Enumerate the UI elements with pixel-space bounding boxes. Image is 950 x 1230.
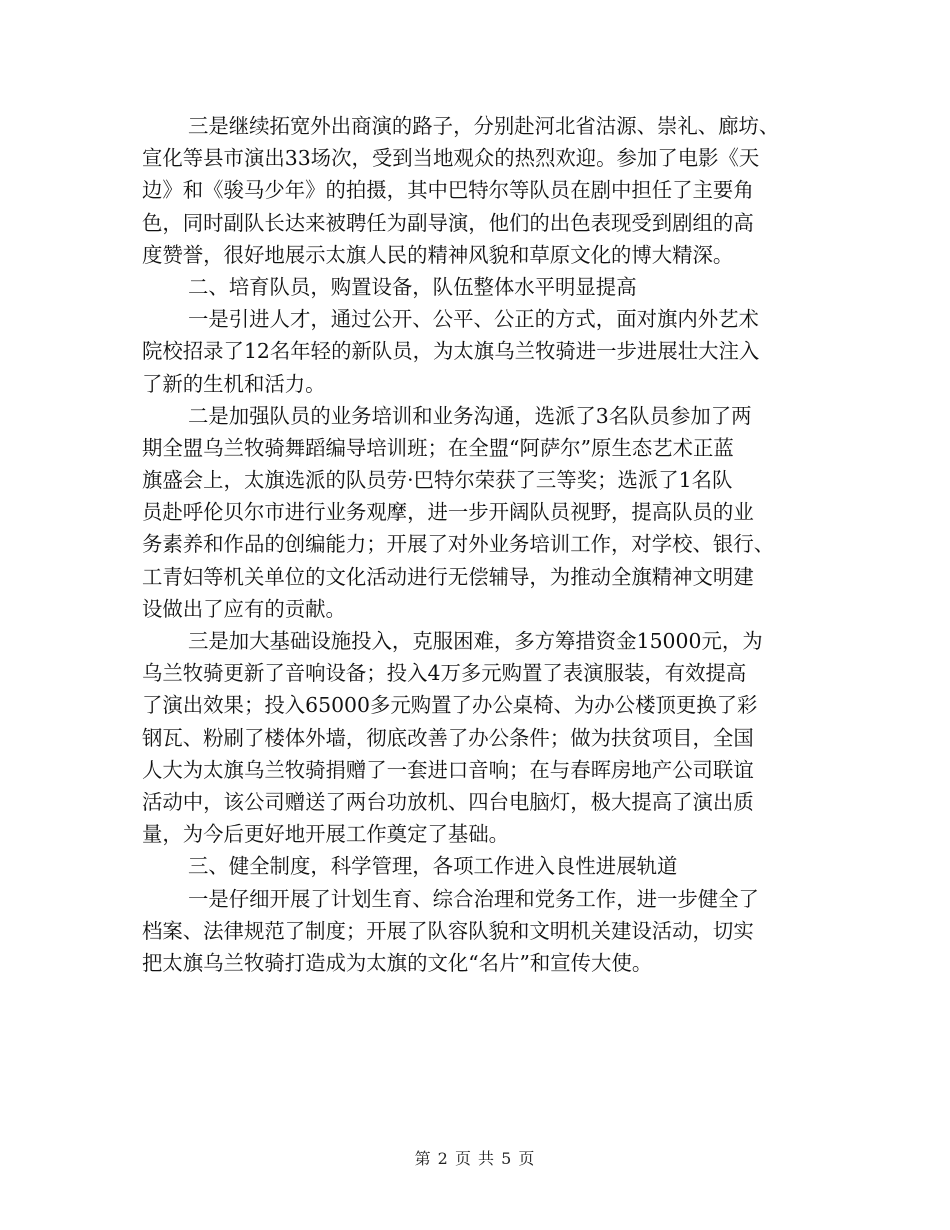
- page-number-footer: 第 2 页 共 5 页: [414, 1149, 536, 1168]
- text-line: 了演出效果；投入65000多元购置了办公桌椅、为办公楼顶更换了彩: [142, 693, 758, 718]
- text-line: 人大为太旗乌兰牧骑捐赠了一套进口音响；在与春晖房地产公司联谊: [142, 757, 754, 782]
- text-line: 三是继续拓宽外出商演的路子，分别赴河北省沽源、崇礼、廊坊、: [188, 114, 780, 138]
- text-line: 一是仔细开展了计划生育、综合治理和党务工作，进一步健全了: [188, 886, 759, 911]
- paragraph-training-exchange: [142, 400, 800, 625]
- text-line: 色，同时副队长达来被聘任为副导演，他们的出色表现受到剧组的高: [142, 210, 754, 235]
- text-line: 设做出了应有的贡献。: [142, 596, 346, 621]
- text-line: 活动中，该公司赠送了两台功放机、四台电脑灯，极大提高了演出质: [142, 789, 754, 814]
- paragraph-overseas-performances: [142, 110, 800, 271]
- text-line: 量，为今后更好地开展工作奠定了基础。: [142, 822, 510, 847]
- text-line: 一是引进人才，通过公开、公平、公正的方式，面对旗内外艺术: [188, 307, 759, 332]
- text-line: 档案、法律规范了制度；开展了队容队貌和文明机关建设活动，切实: [142, 918, 754, 943]
- text-line: 宣化等县市演出33场次，受到当地观众的热烈欢迎。参加了电影《天: [142, 146, 760, 171]
- text-line: 二是加强队员的业务培训和业务沟通，选派了3名队员参加了两: [188, 403, 752, 428]
- section-heading-text: 三、健全制度，科学管理，各项工作进入良性进展轨道: [188, 854, 678, 879]
- text-line: 把太旗乌兰牧骑打造成为太旗的文化“名片”和宣传大使。: [142, 950, 653, 975]
- text-line: 旗盛会上，太旗选派的队员劳·巴特尔荣获了三等奖；选派了1名队: [142, 468, 733, 493]
- section-heading-management: [142, 850, 800, 882]
- text-line: 乌兰牧骑更新了音响设备；投入4万多元购置了表演服装，有效提高: [142, 661, 747, 686]
- text-line: 工青妇等机关单位的文化活动进行无偿辅导，为推动全旗精神文明建: [142, 564, 754, 589]
- text-line: 院校招录了12名年轻的新队员，为太旗乌兰牧骑进一步进展壮大注入: [142, 339, 760, 364]
- text-line: 期全盟乌兰牧骑舞蹈编导培训班；在全盟“阿萨尔”原生态艺术正蓝: [142, 435, 734, 460]
- text-line: 边》和《骏马少年》的拍摄，其中巴特尔等队员在剧中担任了主要角: [142, 178, 754, 203]
- text-line: 了新的生机和活力。: [142, 371, 326, 396]
- paragraph-recruitment: [142, 303, 800, 400]
- text-line: 三是加大基础设施投入，克服困难，多方筹措资金15000元，为: [188, 629, 763, 653]
- section-heading-training: [142, 271, 800, 303]
- text-line: 员赴呼伦贝尔市进行业务观摩，进一步开阔队员视野，提高队员的业: [142, 500, 754, 525]
- text-line: 度赞誉，很好地展示太旗人民的精神风貌和草原文化的博大精深。: [142, 242, 734, 267]
- paragraph-management-work: [142, 883, 800, 980]
- section-heading-text: 二、培育队员，购置设备，队伍整体水平明显提高: [188, 274, 637, 299]
- paragraph-infrastructure: [142, 625, 800, 850]
- document-body: [142, 110, 800, 979]
- text-line: 务素养和作品的创编能力；开展了对外业务培训工作，对学校、银行、: [142, 532, 775, 557]
- text-line: 钢瓦、粉刷了楼体外墙，彻底改善了办公条件；做为扶贫项目，全国: [142, 725, 754, 750]
